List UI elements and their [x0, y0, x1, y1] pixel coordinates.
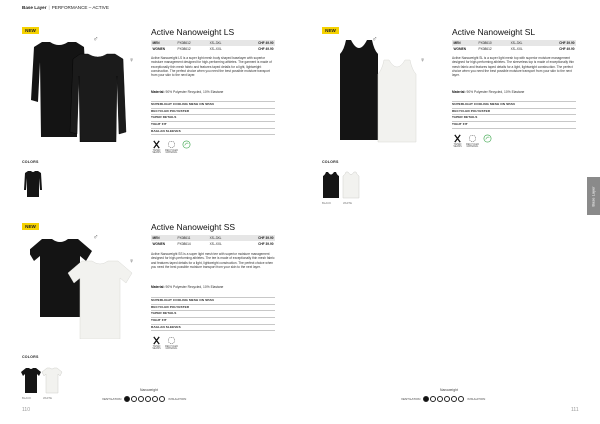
- scale-dots: [423, 396, 464, 402]
- color-swatch-black[interactable]: [20, 366, 42, 394]
- price-row: WOMEN PX08614 XS–XXL CHF 39.90: [152, 242, 274, 246]
- product-image-ls: [30, 42, 140, 142]
- price-row: MEN PX08611 XS–3XL CHF 39.90: [152, 236, 274, 240]
- product-image-ss: [30, 239, 140, 339]
- feature-item: TAPER DETAILS: [151, 114, 275, 121]
- material-line: Material: 90% Polyester Recycled, 10% Elastane: [151, 90, 224, 94]
- scale-dot: [451, 396, 457, 402]
- weight-scale: [401, 396, 485, 402]
- eco-icon: [181, 140, 192, 155]
- header-category: PERFORMANCE – ACTIVE: [51, 5, 109, 10]
- new-badge: NEW: [22, 223, 39, 230]
- feature-icons: [151, 336, 177, 351]
- scale-name: Nanoweight: [140, 388, 158, 392]
- colors-label: COLORS: [322, 160, 339, 164]
- feature-item: TIGHT FIT: [452, 121, 576, 129]
- scale-right-label: INSULATION: [467, 397, 486, 401]
- scale-dot: [152, 396, 158, 402]
- feature-item: TAPER DETAILS: [452, 114, 576, 121]
- male-symbol: ♂: [93, 36, 99, 43]
- feature-item: TIGHT FIT: [151, 317, 275, 324]
- product-description: Active Nanoweight SL is a super light mesh top with superior moisture management designed for high-performing athletes. The sleeveless top is made of exceptionally thin mesh fabric and features taped details for a light, lightweight construction. The perfect choice when you need the best possible moisture transport from your skin to the next layer.: [452, 56, 575, 78]
- scale-right-label: INSULATION: [168, 397, 187, 401]
- color-swatch-black[interactable]: [320, 171, 342, 199]
- page-number-right: 111: [571, 407, 579, 413]
- feature-list: [151, 101, 275, 135]
- product-title: Active Nanoweight SS: [151, 222, 236, 232]
- price-table: [151, 235, 275, 247]
- feature-item: RAGLAN SLEEVES: [151, 128, 275, 136]
- scale-name: Nanoweight: [440, 388, 458, 392]
- female-symbol: ♀: [129, 258, 135, 265]
- feature-item: RECYCLED POLYESTER: [151, 304, 275, 311]
- price-row: WOMEN PX08612 XS–XXL CHF 49.90: [152, 47, 274, 51]
- recycled-icon: RECYCLED MATERIAL: [166, 336, 177, 351]
- eco-icon: [482, 134, 493, 149]
- swatch-label: BLACK: [322, 201, 332, 205]
- recycled-icon: RECYCLED MATERIAL: [166, 140, 177, 155]
- swatch-label: WHITE: [43, 396, 53, 400]
- scale-left-label: VENTILATION: [102, 397, 122, 401]
- header-section: Base Layer: [22, 5, 47, 10]
- product-image-sl: [338, 40, 438, 145]
- female-symbol: ♀: [129, 57, 135, 64]
- swatch-label: BLACK: [22, 396, 32, 400]
- feature-icons: [452, 134, 493, 149]
- color-swatch-black[interactable]: [22, 170, 44, 198]
- scale-dot: [138, 396, 144, 402]
- price-row: WOMEN PX08612 XS–XXL CHF 49.90: [453, 47, 575, 51]
- material-line: Material: 90% Polyester Recycled, 10% Elastane: [151, 285, 224, 289]
- recycled-icon: RECYCLED MATERIAL: [467, 134, 478, 149]
- product-description: Active Nanoweight LS is a super light mesh body shaped baselayer with superior moisture management designed for high-performing athletes. The garment is made of exceptionally thin mesh fabric and features taped details for a light, lightweight construction. The perfect choice when you need the best possible moisture transport from your skin to the next layer.: [151, 56, 272, 78]
- price-table: [452, 40, 576, 52]
- feature-list: [151, 297, 275, 331]
- weight-scale: [102, 396, 186, 402]
- scale-left-label: VENTILATION: [401, 397, 421, 401]
- color-swatch-white[interactable]: [41, 366, 63, 394]
- scale-dot: [437, 396, 443, 402]
- colors-label: COLORS: [22, 355, 39, 359]
- feature-item: RECYCLED POLYESTER: [151, 108, 275, 115]
- feature-list: [452, 101, 576, 129]
- scale-dot: [430, 396, 436, 402]
- feature-item: RAGLAN SLEEVES: [151, 324, 275, 332]
- section-side-tab[interactable]: Base Layer: [587, 177, 600, 215]
- scale-dot: [131, 396, 137, 402]
- feature-item: TAPER DETAILS: [151, 310, 275, 317]
- feature-item: SUPERLIGHT COOLING MESH ON SPAN: [151, 297, 275, 304]
- page-number-left: 110: [22, 407, 30, 413]
- male-symbol: ♂: [372, 36, 378, 43]
- product-title: Active Nanoweight LS: [151, 27, 235, 37]
- feature-item: TIGHT FIT: [151, 121, 275, 128]
- product-title: Active Nanoweight SL: [452, 27, 536, 37]
- male-symbol: ♂: [93, 234, 99, 241]
- new-badge: NEW: [22, 27, 39, 34]
- color-swatch-white[interactable]: [340, 171, 362, 199]
- scale-dot: [444, 396, 450, 402]
- scale-dots: [124, 396, 165, 402]
- scale-dot: [159, 396, 165, 402]
- taped-seams-icon: TAPED SEAMS: [151, 140, 162, 155]
- price-table: [151, 40, 275, 52]
- feature-icons: [151, 140, 192, 155]
- material-line: Material: 90% Polyester Recycled, 10% Elastane: [452, 90, 525, 94]
- swatch-label: WHITE: [343, 201, 353, 205]
- new-badge: NEW: [322, 27, 339, 34]
- product-description: Active Nanoweight SS is a super light mesh tee with superior moisture management designed for high-performing athletes. The tee is made of exceptionally thin mesh fabric and features taped details for a light, lightweight construction. The perfect choice when you need the best possible moisture transport from your skin to the next layer.: [151, 252, 275, 269]
- female-symbol: ♀: [420, 57, 426, 64]
- taped-seams-icon: TAPED SEAMS: [151, 336, 162, 351]
- scale-dot: [145, 396, 151, 402]
- scale-dot: [124, 396, 130, 402]
- feature-item: SUPERLIGHT COOLING MESH ON SPAN: [151, 101, 275, 108]
- scale-dot: [423, 396, 429, 402]
- taped-seams-icon: TAPED SEAMS: [452, 134, 463, 149]
- price-row: MEN PX08610 XS–3XL CHF 39.90: [453, 41, 575, 45]
- price-row: MEN PX08612 XS–3XL CHF 49.90: [152, 41, 274, 45]
- feature-item: RECYCLED POLYESTER: [452, 108, 576, 115]
- page-header: Base Layer | PERFORMANCE – ACTIVE: [22, 5, 109, 10]
- scale-dot: [458, 396, 464, 402]
- feature-item: SUPERLIGHT COOLING MESH ON SPAN: [452, 101, 576, 108]
- colors-label: COLORS: [22, 160, 39, 164]
